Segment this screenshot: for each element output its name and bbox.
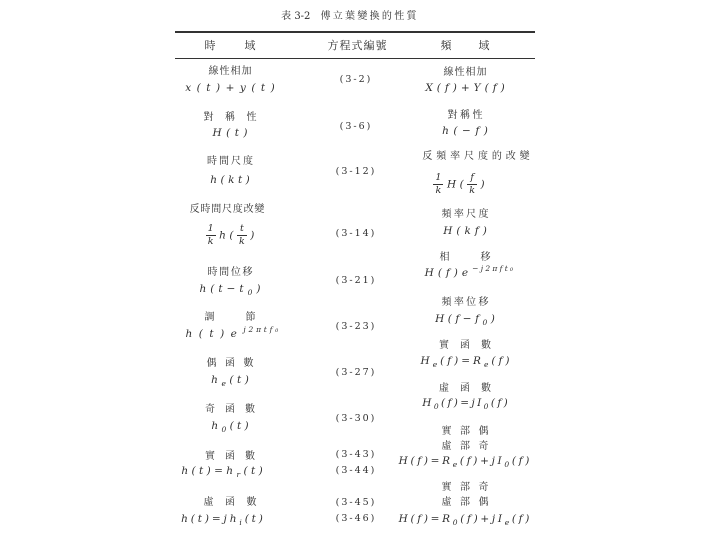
fraction-denominator: k (239, 236, 245, 247)
formula-text: H(t) (212, 127, 253, 139)
formula-subscript: e (452, 460, 460, 469)
formula-text: ) (256, 283, 265, 295)
formula-text: h(kt) (210, 174, 254, 186)
frequency-domain-formula (388, 266, 548, 280)
formula-text: (f) (511, 455, 533, 467)
time-domain-label: 時間位移 (207, 267, 255, 278)
formula-text: (f)+jI (460, 513, 505, 525)
fraction-numerator: 1 (435, 172, 442, 183)
fraction-numerator: f (467, 173, 477, 185)
table-number: 表 3-2 (281, 11, 311, 22)
time-domain-formula (150, 224, 310, 247)
table-caption: 傅立葉變換的性質 (320, 11, 419, 22)
formula-text: h(t)=jh (181, 513, 240, 525)
header-frequency-domain: 頻域 (440, 39, 517, 52)
formula-text: H(f)e (424, 267, 473, 279)
formula-text: h(t−t (199, 283, 248, 295)
formula-subscript: 0 (482, 318, 491, 327)
fraction-numerator: t (237, 224, 247, 236)
frequency-domain-label: 反頻率尺度的改變 (422, 151, 534, 162)
formula-text: (f) (511, 513, 533, 525)
formula-subscript: e (432, 360, 441, 369)
formula-subscript: 0 (221, 425, 230, 434)
time-domain-formula (142, 512, 302, 526)
frequency-domain-formula (385, 81, 545, 95)
formula-text: H(f)=R (398, 513, 453, 525)
equation-number: (3-6) (339, 121, 373, 132)
time-domain-formula (150, 126, 310, 140)
table-header-rule (175, 58, 535, 59)
fraction-numerator: 1 (207, 223, 214, 234)
formula-text: h(t)e (185, 328, 244, 340)
equation-number: (3-45) (335, 497, 377, 508)
formula-superscript: −j2πft₀ (472, 264, 516, 273)
formula-text: h(t)=h (181, 465, 237, 477)
time-domain-formula (150, 282, 310, 296)
formula-text: h (211, 420, 222, 432)
time-domain-label: 反時間尺度改變 (189, 204, 266, 215)
time-domain-label: 線性相加 (208, 66, 253, 77)
formula-fraction (237, 224, 247, 247)
frequency-domain-label: 線性相加 (443, 67, 488, 78)
formula-subscript: e (504, 518, 512, 527)
formula-subscript: 0 (433, 402, 441, 411)
equation-number: (3-23) (335, 321, 377, 332)
formula-text: (f)=R (440, 355, 484, 367)
equation-number: (3-12) (335, 166, 377, 177)
time-domain-formula (150, 173, 310, 187)
formula-subscript: e (483, 360, 492, 369)
equation-number: (3-2) (339, 74, 373, 85)
time-domain-label: 對稱性 (203, 112, 268, 123)
formula-text: (t) (244, 513, 266, 525)
formula-fraction (467, 173, 477, 196)
formula-text: ) (480, 178, 489, 191)
formula-text: X(f)+Y(f) (425, 82, 509, 94)
frequency-domain-formula (385, 396, 545, 410)
time-domain-formula (142, 464, 302, 478)
equation-number: (3-43) (335, 449, 377, 460)
formula-text: (f)+jI (459, 455, 505, 467)
frequency-domain-formula (385, 312, 545, 326)
formula-text: (t) (229, 420, 252, 432)
formula-subscript: 0 (504, 460, 512, 469)
fraction-denominator: k (435, 185, 442, 196)
formula-text: h( (219, 229, 238, 242)
frequency-domain-formula (379, 173, 539, 196)
frequency-domain-label: 實部奇 (441, 482, 497, 493)
formula-text: (f) (490, 397, 511, 409)
formula-text: h (211, 374, 222, 386)
equation-number: (3-14) (335, 228, 377, 239)
time-domain-label: 奇函數 (205, 404, 265, 415)
table-title (250, 11, 450, 23)
frequency-domain-label: 相移 (439, 252, 522, 263)
formula-fraction (433, 173, 443, 196)
header-time-domain: 時域 (204, 39, 285, 52)
formula-text: h(−f) (442, 125, 493, 137)
time-domain-label: 虛函數 (203, 497, 268, 508)
equation-number: (3-27) (335, 367, 377, 378)
time-domain-label: 實函數 (205, 451, 265, 462)
time-domain-formula (150, 81, 310, 95)
formula-text: H (420, 355, 433, 367)
frequency-domain-formula (385, 224, 545, 238)
frequency-domain-formula (384, 512, 544, 526)
frequency-domain-label: 虛部奇 (441, 441, 497, 452)
formula-subscript: 0 (452, 518, 461, 527)
frequency-domain-label: 虛部偶 (441, 497, 497, 508)
equation-number: (3-44) (335, 465, 377, 476)
formula-text: ) (490, 313, 499, 325)
header-equation-number: 方程式編號 (327, 39, 388, 52)
formula-fraction (206, 224, 216, 247)
time-domain-formula (150, 373, 310, 387)
fraction-denominator: k (207, 236, 214, 247)
formula-text: (f)=jI (440, 397, 484, 409)
formula-text: x(t)+y(t) (185, 82, 281, 94)
time-domain-label: 時間尺度 (207, 156, 255, 167)
time-domain-label: 調節 (204, 312, 287, 323)
formula-superscript: j2πtf₀ (243, 325, 281, 334)
formula-text: (t) (243, 465, 267, 477)
formula-text: ) (250, 229, 258, 242)
frequency-domain-label: 對稱性 (447, 110, 485, 121)
frequency-domain-label: 虛函數 (439, 383, 502, 394)
frequency-domain-label: 實部偶 (441, 426, 497, 437)
time-domain-formula (150, 327, 310, 341)
table-top-rule (175, 31, 535, 33)
fraction-denominator: k (469, 185, 475, 196)
formula-subscript: i (239, 518, 245, 527)
frequency-domain-label: 頻率尺度 (441, 209, 491, 220)
formula-text: (f) (491, 355, 513, 367)
equation-number: (3-21) (335, 275, 377, 286)
formula-subscript: 0 (247, 288, 257, 297)
formula-subscript: r (236, 470, 244, 479)
formula-text: H(kf) (443, 225, 491, 237)
formula-text: H(f)=R (398, 455, 453, 467)
formula-text: (t) (229, 374, 253, 386)
frequency-domain-formula (385, 354, 545, 368)
frequency-domain-formula (384, 454, 544, 468)
equation-number: (3-30) (335, 413, 377, 424)
frequency-domain-label: 頻率位移 (441, 297, 491, 308)
formula-subscript: 0 (483, 402, 491, 411)
formula-text: H (422, 397, 434, 409)
time-domain-label: 偶函數 (206, 358, 262, 369)
frequency-domain-label: 實函數 (439, 340, 502, 351)
formula-text: H(f−f (435, 313, 483, 325)
equation-number: (3-46) (335, 513, 377, 524)
time-domain-formula (150, 419, 310, 433)
formula-subscript: e (221, 379, 230, 388)
frequency-domain-formula (385, 124, 545, 138)
formula-text: H( (446, 178, 468, 191)
